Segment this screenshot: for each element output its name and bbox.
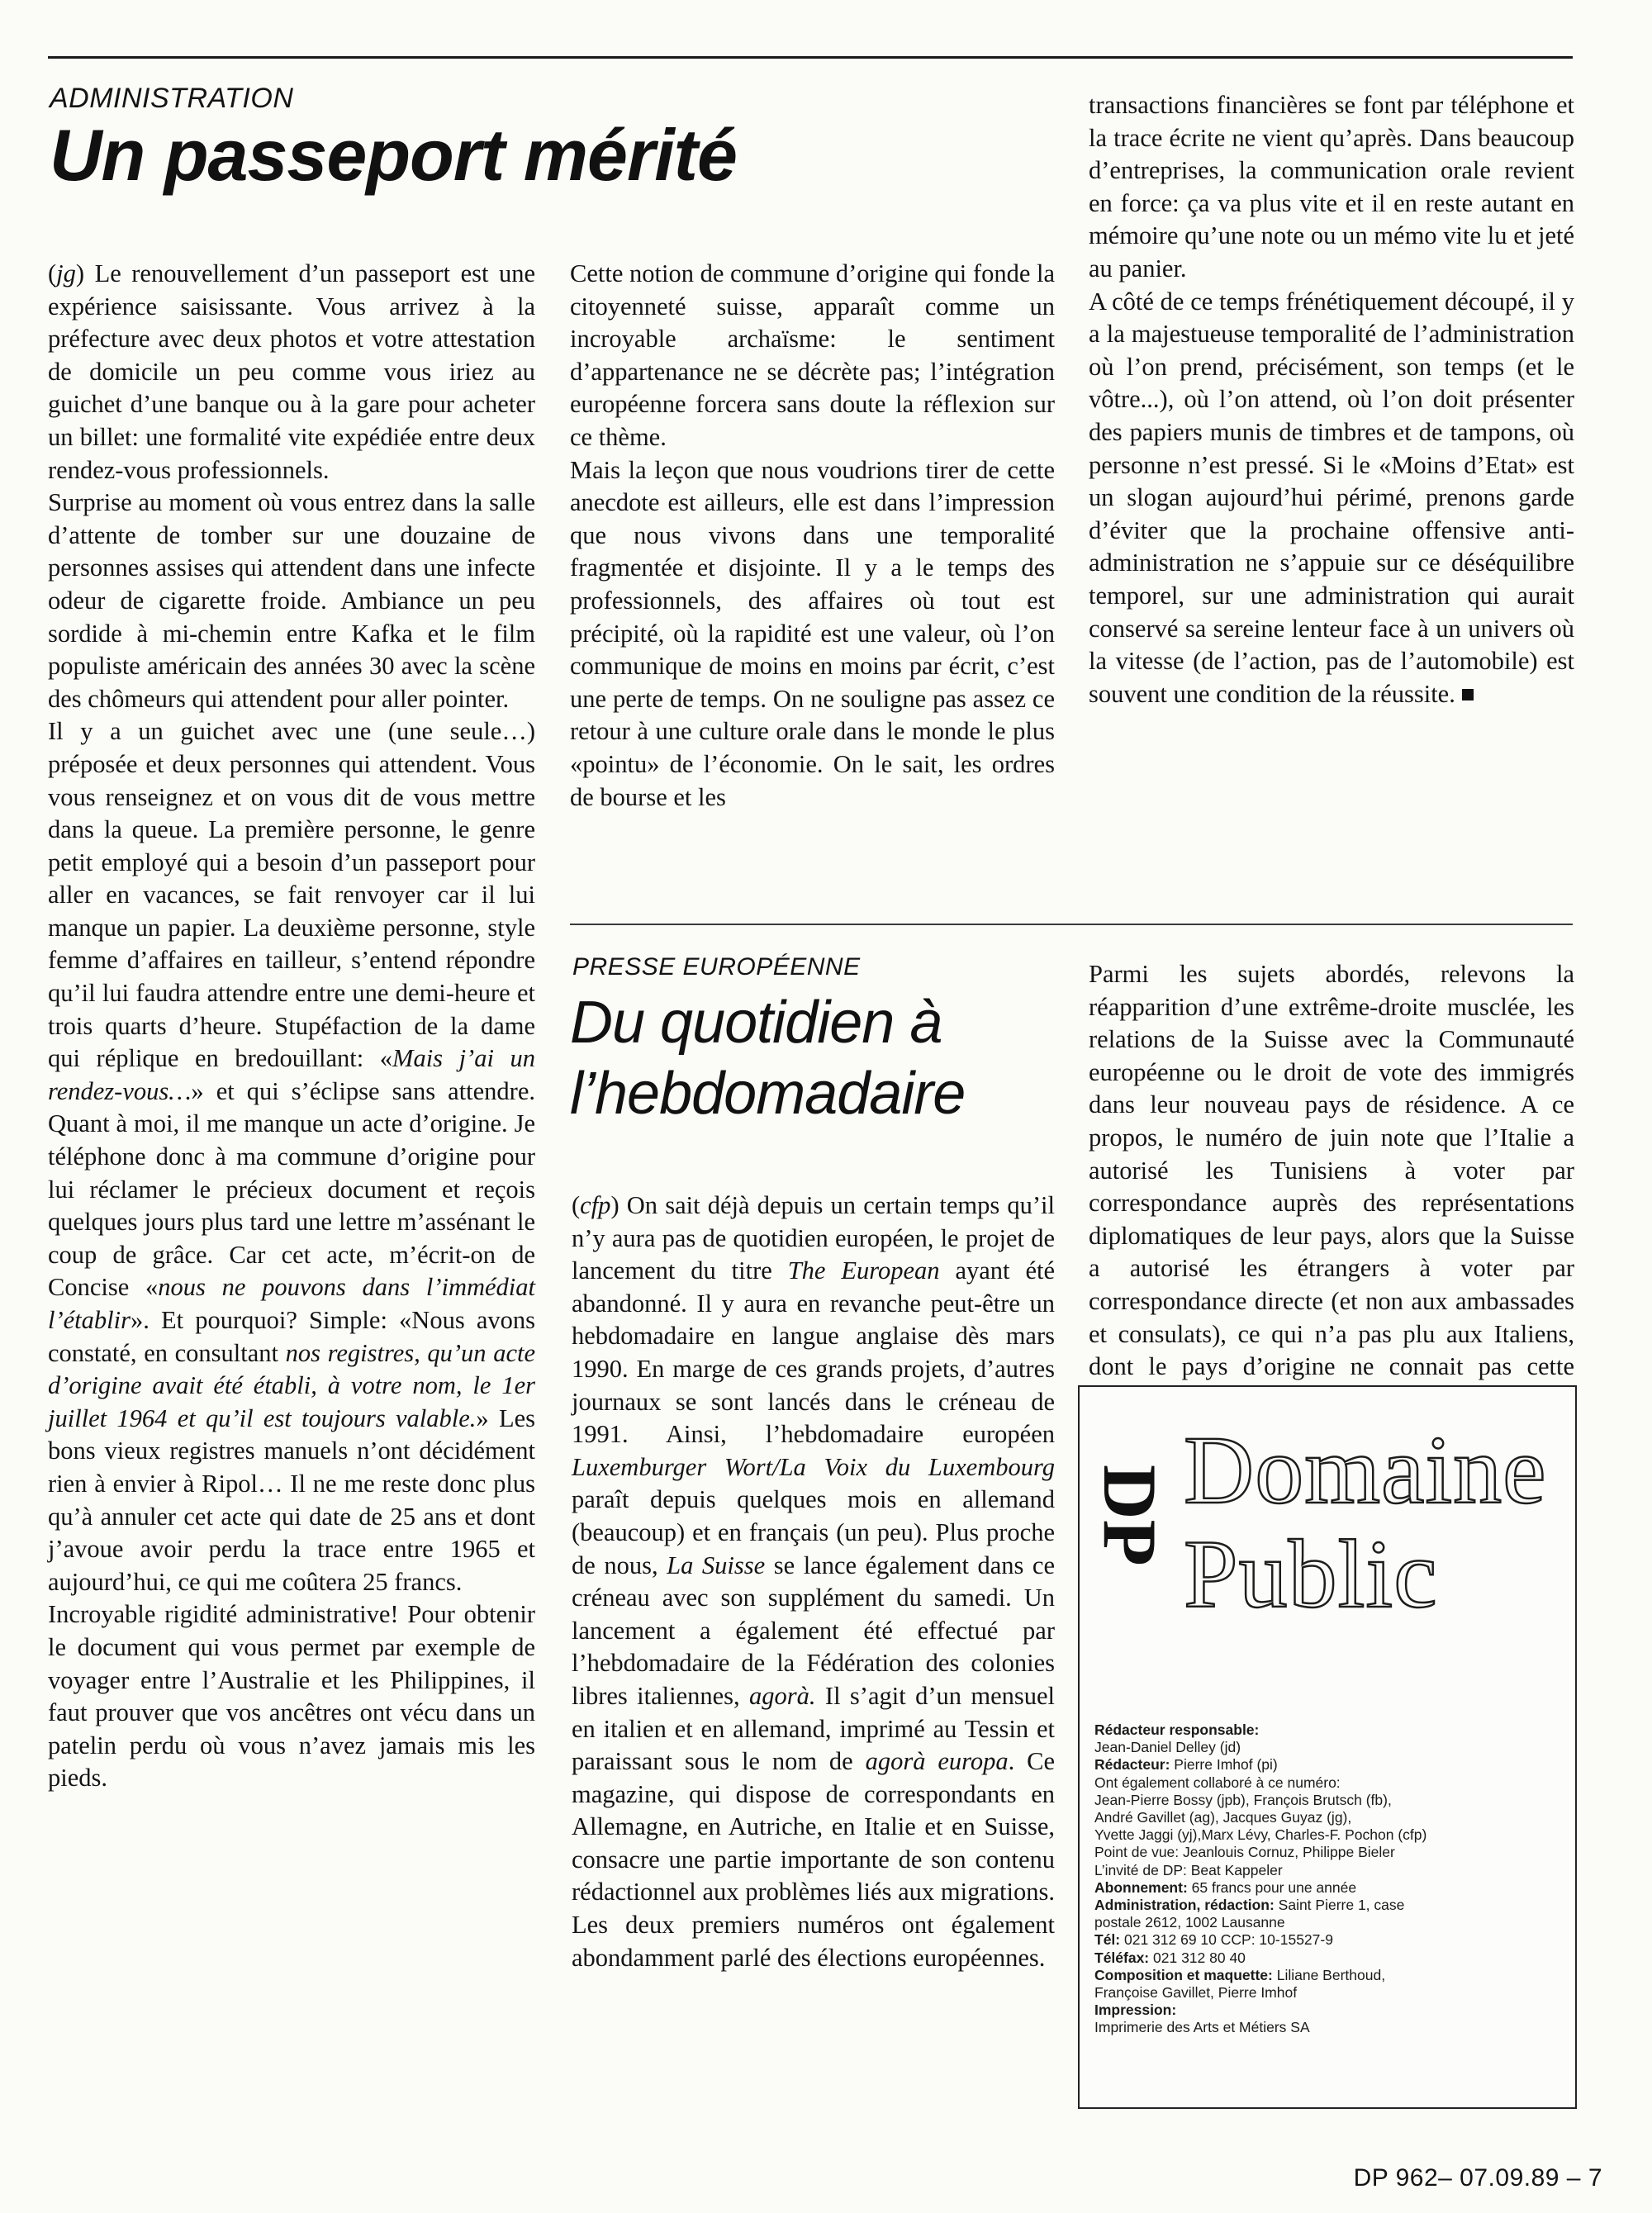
credit-label: Administration, rédaction:: [1094, 1897, 1275, 1914]
emphasis: Luxemburger Wort/La Voix du Luxembourg: [572, 1452, 1055, 1481]
credit-line: Jean-Pierre Bossy (jpb), François Brutsch (fb),: [1094, 1791, 1392, 1808]
article1-column-3: [1089, 89, 1574, 710]
dp-logo: [1088, 1425, 1172, 1640]
paragraph: [1089, 958, 1574, 1416]
credit-line: Rédacteur: Pierre Imhof (pi): [1094, 1756, 1278, 1774]
emphasis: cfp: [580, 1191, 611, 1219]
dp-logo-icon: [1088, 1425, 1172, 1640]
paragraph: [1089, 286, 1574, 711]
emphasis: jg: [56, 259, 76, 287]
paragraph: Il y a un guichet avec une (une seule…) préposée et deux personnes qui attendent. Vous vous renseignez et on vous dit de vous mettre dans la queue. La première personne, le genre petit employé qui a besoin d’un passeport pour aller en vacances, se fait renvoyer car il lui manque un papier. La deuxième personne, style femme d’affaires en tailleur, s’entend répondre qu’il lui faudra attendre entre une demi-heure et trois quarts d’heure. Stupéfaction de la dame qui réplique en bredouillant: «Mais j’ai un rendez-vous…» et qui s’éclipse sans attendre. Quant à moi, il me manque un acte d’origine. Je téléphone donc à ma commune d’origine pour lui réclamer le précieux document et reçois quelques jours plus tard une lettre m’assénant le coup de grâce. Car cet acte, m’écrit-on de Concise «nous ne pouvons dans l’immédiat l’établir». Et pourquoi? Simple: «Nous avons constaté, en consultant nos registres, qu’un acte d’origine avait été établi, à votre nom, le 1er juillet 1964 et qu’il est toujours valable.» Les bons vieux registres manuels n’ont décidément rien à envier à Ripol… Il ne me reste donc plus qu’à annuler cet acte qui date de 25 ans et dont j’avoue avoir perdu la trace entre 1965 et aujourd’hui, ce qui me coûtera 25 francs.: [48, 717, 536, 1596]
article1-title: Un passeport mérité: [50, 114, 737, 196]
credit-line: Françoise Gavillet, Pierre Imhof: [1094, 1984, 1298, 2002]
dp-logo-text: DP: [1088, 1465, 1172, 1566]
credit-line: Administration, rédaction: Saint Pierre 1, case: [1094, 1897, 1405, 1914]
article1-column-2: [570, 258, 1055, 814]
end-mark-icon: [1462, 689, 1474, 700]
credit-label: Composition et maquette:: [1094, 1966, 1273, 1983]
paragraph: Surprise au moment où vous entrez dans la salle d’attente de tomber sur une douzaine de personnes assises qui attendent dans une infecte odeur de cigarette froide. Ambiance un peu sordide à mi-chemin entre Kafka et le film populiste américain des années 30 avec la scène des chômeurs qui attendent pour aller pointer.: [48, 488, 535, 713]
credit-label: Impression:: [1094, 2002, 1177, 2019]
credit-line: L’invité de DP: Beat Kappeler: [1094, 1861, 1283, 1878]
emphasis: nos registres, qu’un acte d’origine avait été établi, à votre nom, le 1er juillet 1964 et qu’il est toujours valable.: [48, 1338, 535, 1432]
credit-line: Tél: 021 312 69 10 CCP: 10-15527-9: [1094, 1931, 1333, 1949]
article1-column-1: [48, 258, 535, 1795]
emphasis: The European: [787, 1256, 940, 1285]
paragraph: transactions financières se font par téléphone et la trace écrite ne vient qu’après. Dans beaucoup d’entreprises, la communication orale revient en force: ça va plus vite et il en reste autant en mémoire qu’une note ou un mémo vite lu et jeté au panier.: [1089, 91, 1574, 283]
top-rule: [48, 56, 1573, 59]
credit-line: Point de vue: Jeanlouis Cornuz, Philippe Bieler: [1094, 1844, 1395, 1861]
article2-column-2: [572, 1190, 1055, 1974]
emphasis: La Suisse: [667, 1551, 766, 1579]
credit-label: Téléfax:: [1094, 1949, 1150, 1966]
emphasis: agorà.: [749, 1681, 816, 1710]
emphasis: nous ne pouvons dans l’immédiat l’établir: [48, 1273, 535, 1334]
credit-line: André Gavillet (ag), Jacques Guyaz (jg),: [1094, 1809, 1352, 1826]
credit-label: Abonnement:: [1094, 1878, 1188, 1896]
masthead-box: [1078, 1385, 1577, 2109]
credit-line: [1094, 2002, 1565, 2019]
credit-label: Rédacteur:: [1094, 1756, 1170, 1774]
paragraph: Mais la leçon que nous voudrions tirer de cette anecdote est ailleurs, elle est dans l’impression que nous vivons dans une temporalité fragmentée et disjointe. Il y a le temps des professionnels, des affaires où tout est précipité, où la rapidité est une valeur, où l’on communique de moins en moins par écrit, c’est une perte de temps. On ne souligne pas assez ce retour à une culture orale dans le monde le plus «pointu» de l’économie. On le sait, les ordres de bourse et les: [570, 455, 1055, 811]
article2-title-line1: Du quotidien à: [570, 990, 942, 1056]
masthead-title-line2: Public: [1184, 1520, 1438, 1628]
paragraph-text: Parmi les sujets abordés, relevons la réapparition d’une extrême-droite musclée, les relations de la Suisse avec la Communauté européenne ou le droit de vote des immigrés dans leur nouveau pays de résidence. A ce propos, le numéro de juin note que l’Italie a autorisé les Tunisiens à voter par correspondance auprès des représentations diplomatiques de leur pays, alors que la Suisse a autorisé les étrangers à voter par correspondance directe (et non aux ambassades et consulats), ce qui n’a pas plu aux Italiens, dont le pays d’origine ne connait pas cette: [1089, 960, 1574, 1381]
credit-line: postale 2612, 1002 Lausanne: [1094, 1914, 1285, 1931]
paragraph: Incroyable rigidité administrative! Pour obtenir le document qui vous permet par exemple de voyager entre l’Australie et les Philippines, il faut prouver que vos ancêtres ont vécu dans un patelin perdu où vous n’avez jamais mis les pieds.: [48, 1600, 535, 1793]
paragraph: (jg) Le renouvellement d’un passeport est une expérience saisissante. Vous arrivez à la préfecture avec deux photos et votre attestation de domicile un peu comme vous iriez au guichet d’une banque ou à la gare pour acheter un billet: une formalité vite expédiée entre deux rendez-vous professionnels.: [48, 259, 535, 484]
credit-line: Téléfax: 021 312 80 40: [1094, 1949, 1246, 1966]
credit-label: Tél:: [1094, 1931, 1121, 1949]
emphasis: Mais j’ai un rendez-vous…: [48, 1044, 536, 1105]
credit-line: Abonnement: 65 francs pour une année: [1094, 1878, 1357, 1896]
paragraph: (cfp) On sait déjà depuis un certain temps qu’il n’y aura pas de quotidien européen, le projet de lancement du titre The European ayant été abandonné. Il y aura en revanche peut-être un hebdomadaire en langue anglaise dès mars 1990. En marge de ces grands projets, d’autres journaux se sont lancés dans le créneau de 1991. Ainsi, l’hebdomadaire européen Luxemburger Wort/La Voix du Luxembourg paraît depuis quelques mois en allemand (beaucoup) et en français (un peu). Plus proche de nous, La Suisse se lance également dans ce créneau avec son supplément du samedi. Un lancement a également été effectué par l’hebdomadaire de la Fédération des colonies libres italiennes, agorà. Il s’agit d’un mensuel en italien et en allemand, imprimé au Tessin et paraissant sous le nom de agorà europa. Ce magazine, qui dispose de correspondants en Allemagne, en Autriche, en Italie et en Suisse, consacre une partie importante de son contenu rédactionnel aux problèmes liés aux migrations. Les deux premiers numéros ont également abondamment parlé des élections européennes.: [572, 1191, 1056, 1972]
credit-line: Imprimerie des Arts et Métiers SA: [1094, 2019, 1310, 2036]
credit-label: Rédacteur responsable:: [1094, 1721, 1260, 1738]
page-footer: DP 962– 07.09.89 – 7: [1353, 2164, 1602, 2192]
credit-line: Jean-Daniel Delley (jd): [1094, 1739, 1241, 1756]
credit-line: Ont également collaboré à ce numéro:: [1094, 1774, 1341, 1791]
credit-line: Composition et maquette: Liliane Berthoud,: [1094, 1966, 1386, 1983]
credit-line: [1094, 1721, 1565, 1739]
paragraph: Cette notion de commune d’origine qui fonde la citoyenneté suisse, apparaît comme un incroyable archaïsme: le sentiment d’appartenance ne se décrète pas; l’intégration européenne forcera sans doute la réflexion sur ce thème.: [570, 259, 1055, 451]
paragraph-text: A côté de ce temps frénétiquement découpé, il y a la majestueuse temporalité de l’administration où l’on prend, précisément, son temps (et le vôtre...), où l’on attend, où l’on doit présenter des papiers munis de timbres et de tampons, où personne n’est pressé. Si le «Moins d’Etat» est un slogan aujourd’hui périmé, prenons garde d’éviter que la prochaine offensive anti-administration ne s’appuie sur ce déséquilibre temporel, sur une administration qui aurait conservé sa sereine lenteur face à un univers où la vitesse (de l’action, pas de l’automobile) est souvent une condition de la réussite.: [1089, 287, 1574, 708]
article1-kicker: ADMINISTRATION: [50, 83, 294, 114]
article2-column-3: [1089, 958, 1574, 1416]
masthead-title-line1: Domaine: [1184, 1416, 1547, 1524]
section-rule: [570, 924, 1573, 925]
article2-title-line2: l’hebdomadaire: [570, 1061, 966, 1127]
credits: [1094, 1721, 1565, 2037]
emphasis: agorà europa: [865, 1747, 1009, 1776]
article2-kicker: PRESSE EUROPÉENNE: [572, 953, 861, 981]
credit-line: Yvette Jaggi (yj),Marx Lévy, Charles-F. Pochon (cfp): [1094, 1826, 1427, 1844]
